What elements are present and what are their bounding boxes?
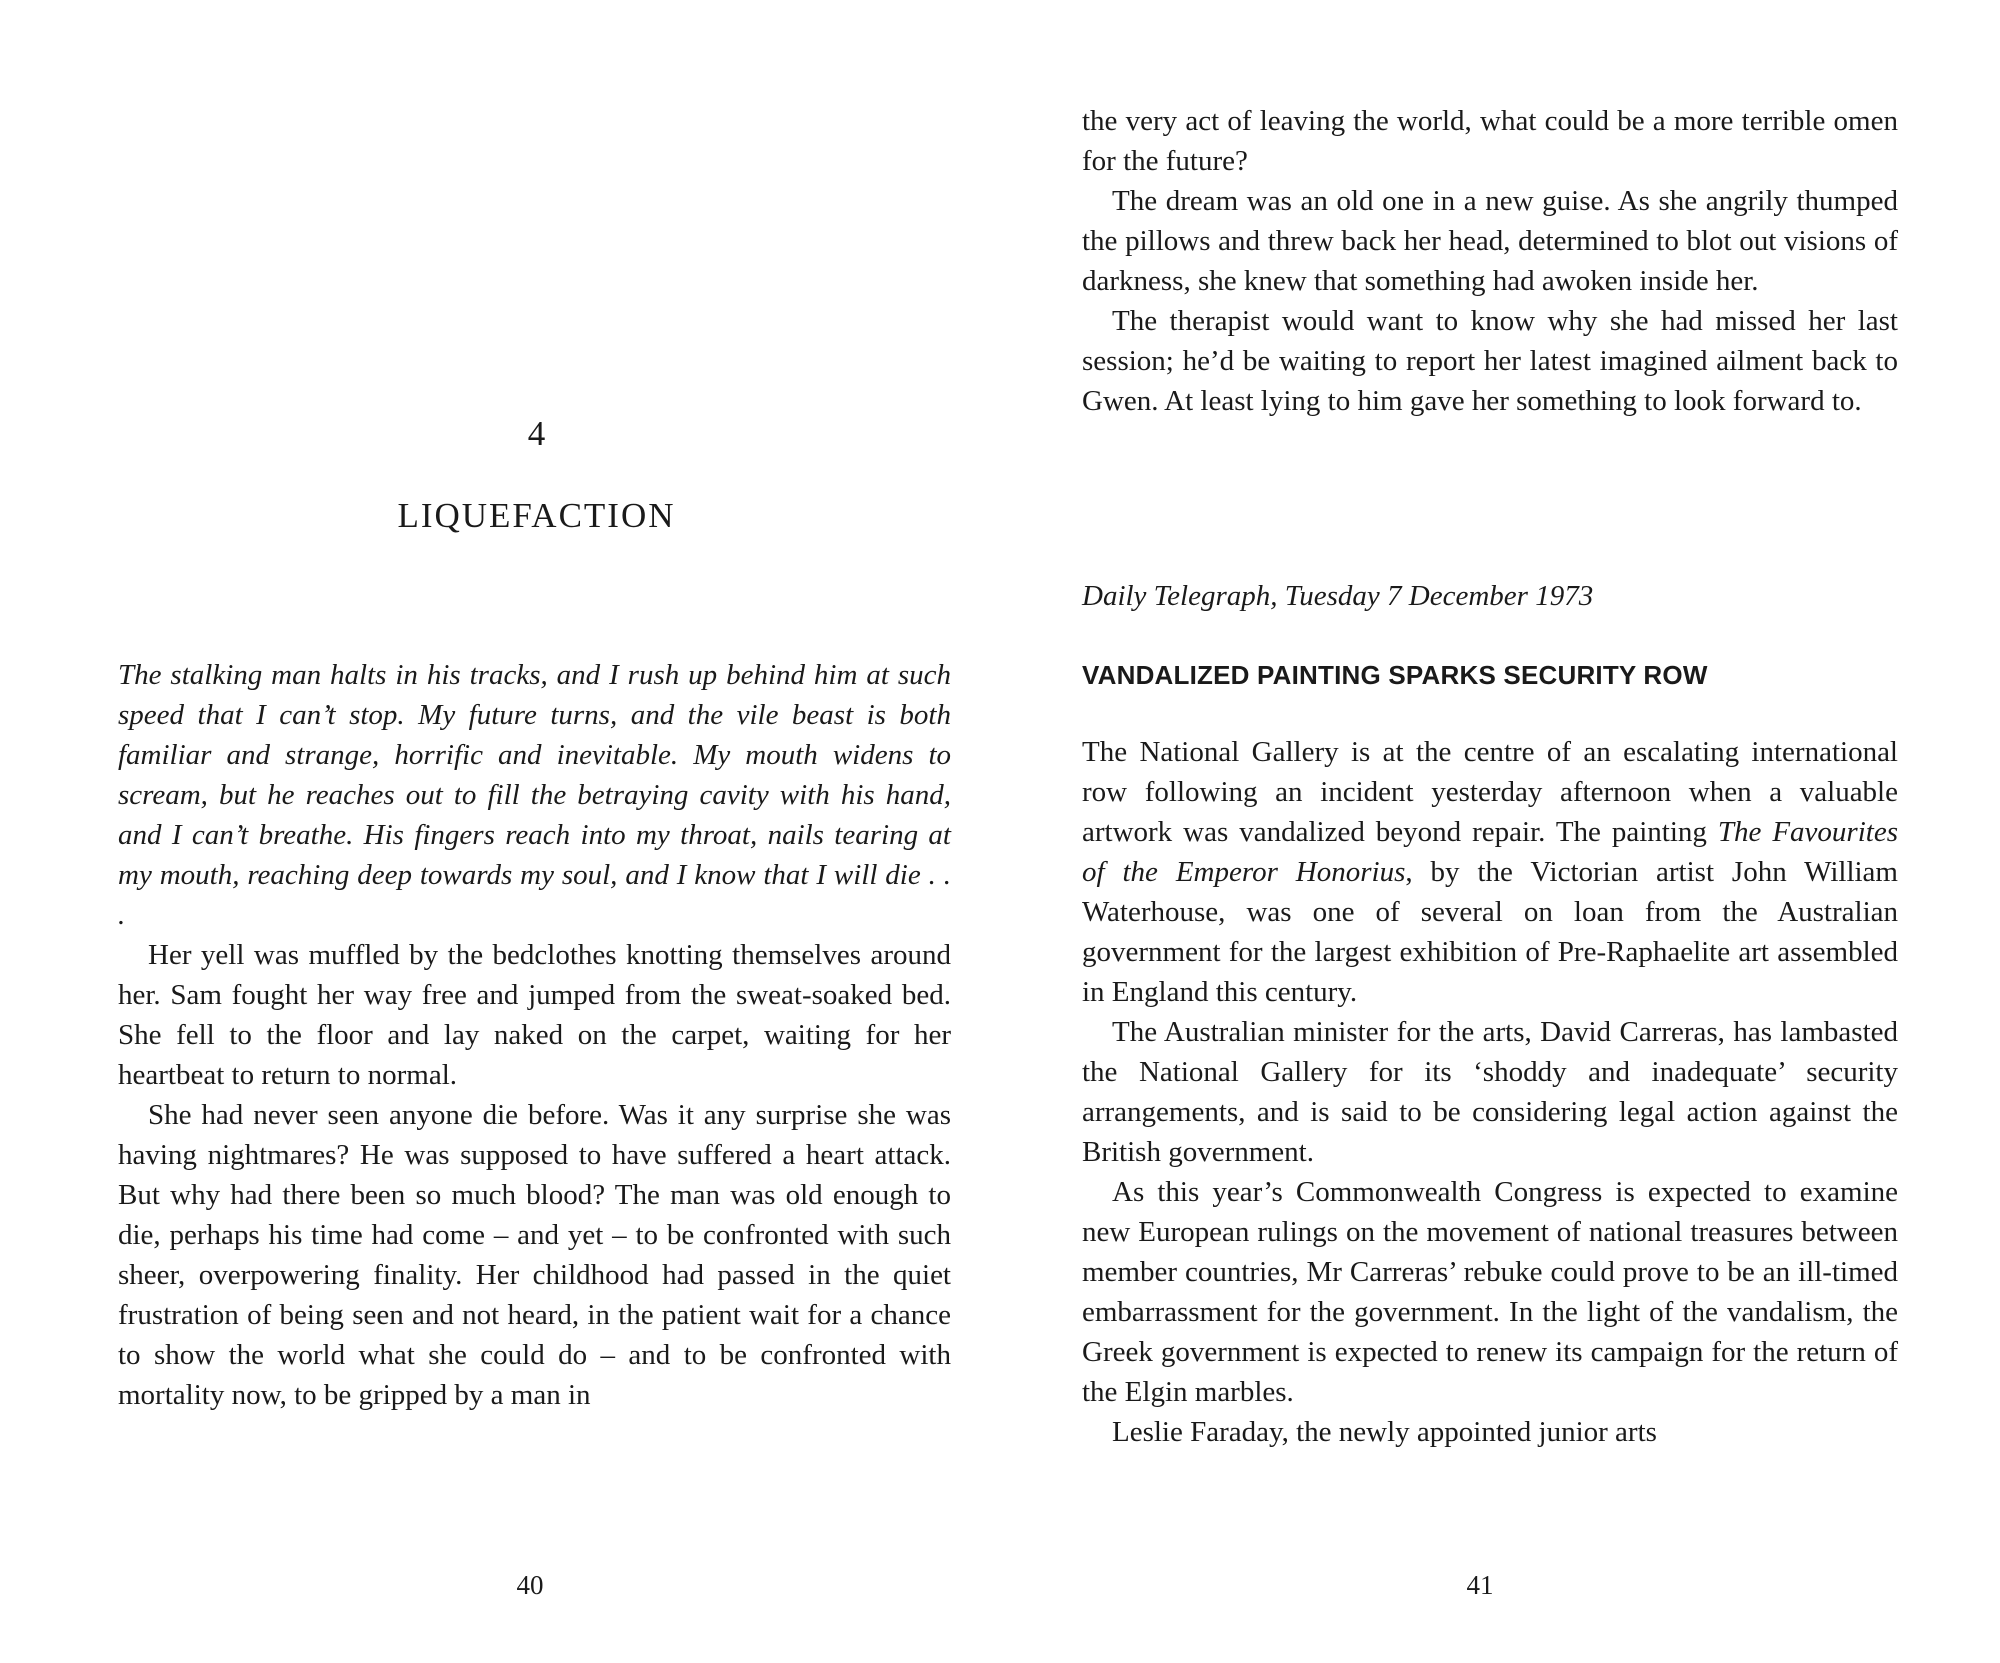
newspaper-headline: VANDALIZED PAINTING SPARKS SECURITY ROW: [1082, 660, 1708, 690]
article-text: , by the Victorian artist John William Waterhouse, was one of several on loan from the Australian government for the largest exhibition of Pre-Raphaelite art assembled in England this century.: [1082, 856, 1898, 1008]
painting-title: The Favourites of the Emperor Honorius: [1082, 816, 1898, 888]
article-paragraph: Leslie Faraday, the newly appointed junior arts: [1112, 1416, 1657, 1448]
right-page-body: [1082, 101, 1898, 421]
body-paragraph: Her yell was muffled by the bedclothes knotting themselves around her. Sam fought her way free and jumped from the sweat-soaked bed. She fell to the floor and lay naked on the carpet, waiting for her heartbeat to return to normal.: [118, 939, 951, 1091]
chapter-number: 4: [527, 414, 546, 453]
article-paragraph: As this year’s Commonwealth Congress is expected to examine new European rulings on the movement of national treasures between member countries, Mr Carreras’ rebuke could prove to be an ill-timed embarrassment for the government. In the light of the vandalism, the Greek government is expected to renew its campaign for the return of the Elgin marbles.: [1082, 1176, 1898, 1408]
body-paragraph: She had never seen anyone die before. Was it any surprise she was having nightmares? He was supposed to have suffered a heart attack. But why had there been so much blood? The man was old enough to die, perhaps his time had come – and yet – to be confronted with such sheer, overpowering finality. Her childhood had passed in the quiet frustration of being seen and not heard, in the patient wait for a chance to show the world what she could do – and to be confronted with mortality now, to be gripped by a man in: [118, 1099, 951, 1411]
body-paragraph: The therapist would want to know why she had missed her last session; he’d be waiting to report her latest imagined ailment back to Gwen. At least lying to him gave her something to look forward to.: [1082, 305, 1898, 417]
right-page: [1000, 0, 2000, 1663]
body-paragraph: the very act of leaving the world, what could be a more terrible omen for the future?: [1082, 105, 1898, 177]
page-number-left: 40: [516, 1570, 544, 1600]
page-number-right: 41: [1466, 1570, 1494, 1600]
chapter-title: LIQUEFACTION: [397, 496, 676, 535]
newspaper-article: [1082, 732, 1898, 1452]
article-paragraph: [1082, 732, 1898, 1012]
left-page-body: [118, 655, 951, 1415]
article-paragraph: The Australian minister for the arts, David Carreras, has lambasted the National Gallery for its ‘shoddy and inadequate’ security arrangements, and is said to be considering legal action against the British government.: [1082, 1016, 1898, 1168]
body-paragraph: The dream was an old one in a new guise. As she angrily thumped the pillows and threw back her head, determined to blot out visions of darkness, she knew that something had awoken inside her.: [1082, 185, 1898, 297]
dream-passage: The stalking man halts in his tracks, and I rush up behind him at such speed that I can’t stop. My future turns, and the vile beast is both familiar and strange, horrific and inevitable. My mouth widens to scream, but he reaches out to fill the betraying cavity with his hand, and I can’t breathe. His fingers reach into my throat, nails tearing at my mouth, reaching deep towards my soul, and I know that I will die . . .: [118, 659, 951, 931]
newspaper-dateline: Daily Telegraph, Tuesday 7 December 1973: [1082, 580, 1594, 612]
article-text: The National Gallery is at the centre of an escalating international row following an incident yesterday afternoon when a valuable artwork was vandalized beyond repair. The painting: [1082, 736, 1898, 848]
